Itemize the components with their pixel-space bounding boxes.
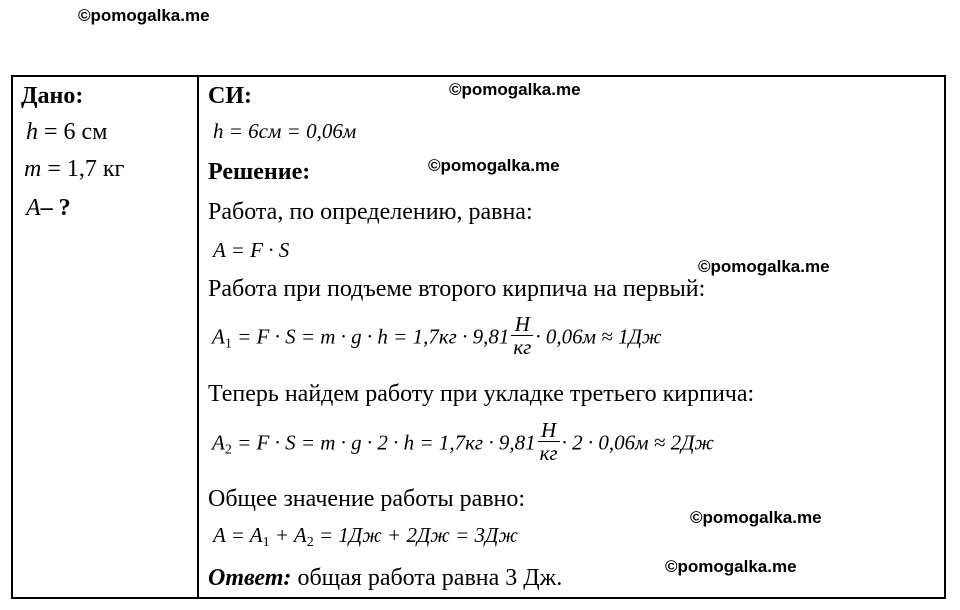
frac-denominator: кг bbox=[513, 335, 532, 360]
watermark: ©pomogalka.me bbox=[449, 80, 581, 99]
m-value: = 1,7 кг bbox=[47, 156, 125, 182]
f3-a: A bbox=[212, 430, 225, 455]
given-m bbox=[24, 157, 124, 181]
f4-sub-2: 2 bbox=[306, 535, 314, 550]
frac-numerator: Н bbox=[538, 419, 560, 442]
f4-a: A = A bbox=[213, 523, 263, 547]
f4-c: = 1Дж + 2Дж = 3Дж bbox=[313, 523, 518, 547]
answer-text: общая работа равна 3 Дж. bbox=[297, 565, 563, 591]
answer bbox=[208, 566, 562, 590]
f2-sub: 1 bbox=[224, 336, 232, 352]
solution-header: Решение: bbox=[208, 159, 311, 185]
unit-fraction bbox=[538, 419, 560, 464]
a-question: – ? bbox=[40, 195, 71, 221]
si-header: СИ: bbox=[208, 83, 252, 109]
formula-4 bbox=[213, 525, 518, 550]
formula-2 bbox=[212, 312, 662, 361]
watermark: ©pomogalka.me bbox=[690, 508, 822, 527]
h-variable: h bbox=[26, 119, 38, 145]
given-header: Дано: bbox=[21, 83, 84, 109]
watermark: ©pomogalka.me bbox=[698, 257, 830, 276]
f2-a: A bbox=[212, 324, 225, 349]
watermark: ©pomogalka.me bbox=[78, 6, 210, 25]
given-a bbox=[26, 196, 71, 220]
f2-mid: = F · S = m · g · h = 1,7кг · 9,81 bbox=[231, 324, 510, 349]
solution-line-2: Работа при подъеме второго кирпича на первый: bbox=[208, 276, 706, 302]
given-h bbox=[26, 120, 107, 144]
solution-line-1: Работа, по определению, равна: bbox=[208, 199, 533, 225]
unit-fraction bbox=[511, 313, 533, 358]
solution-line-4: Общее значение работы равно: bbox=[208, 486, 526, 512]
watermark: ©pomogalka.me bbox=[428, 156, 560, 175]
f3-mid: = F · S = m · g · 2 · h = 1,7кг · 9,81 bbox=[231, 430, 536, 455]
answer-label: Ответ: bbox=[208, 565, 292, 591]
watermark: ©pomogalka.me bbox=[665, 557, 797, 576]
f4-sub-1: 1 bbox=[262, 535, 270, 550]
formula-3 bbox=[212, 418, 714, 467]
frac-numerator: Н bbox=[511, 313, 533, 336]
f2-right: · 0,06м ≈ 1Дж bbox=[535, 324, 662, 349]
f3-sub: 2 bbox=[224, 442, 232, 458]
si-conversion: h = 6см = 0,06м bbox=[213, 119, 357, 143]
a-variable: A bbox=[26, 195, 41, 221]
f3-right: · 2 · 0,06м ≈ 2Дж bbox=[561, 430, 714, 455]
column-divider bbox=[197, 75, 199, 599]
solution-line-3: Теперь найдем работу при укладке третьего кирпича: bbox=[208, 381, 755, 407]
formula-1: A = F · S bbox=[213, 238, 290, 262]
h-value: = 6 см bbox=[44, 119, 108, 145]
m-variable: m bbox=[24, 156, 42, 182]
f4-b: + A bbox=[269, 523, 307, 547]
frac-denominator: кг bbox=[539, 441, 558, 466]
